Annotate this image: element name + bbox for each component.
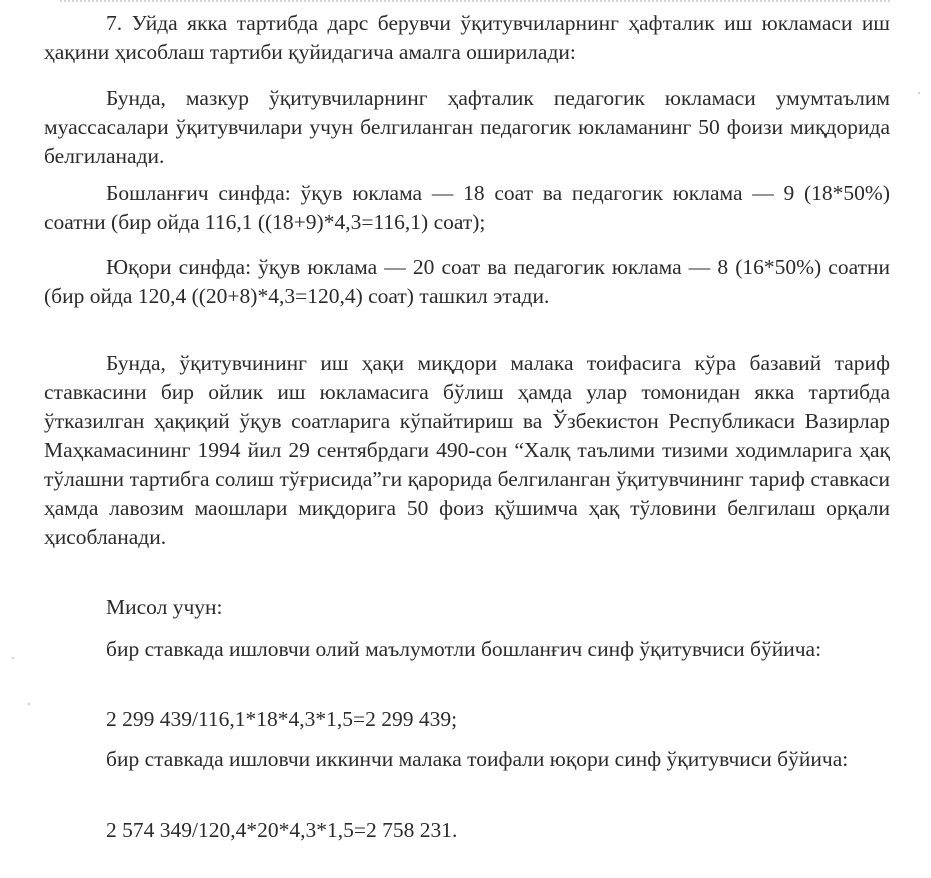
- paragraph-salary-calculation: Бунда, ўқитувчининг иш ҳақи миқдори малака тоифасига кўра базавий тариф ставкасини бир ойлик иш юкламасига бўлиш ҳамда улар томонидан якка тартибда ўтказилган ҳақиқий ўқув соатларига кўпайтириш ва Ўзбекистон Республикаси Вазирлар Маҳкамасининг 1994 йил 29 сентябрдаги 490-сон “Халқ таълими тизими ходимларига ҳақ тўлашни тартибга солиш тўғрисида”ги қарорида белгиланган ўқитувчининг тариф ставкаси ҳамда лавозим маошлари миқдорига 50 фоиз қўшимча ҳақ тўловини белгилаш орқали ҳисобланади.: [44, 351, 890, 549]
- example-1-label: бир ставкада ишловчи олий маълумотли бошланғич синф ўқитувчиси бўйича:: [106, 637, 822, 661]
- scan-speck: [28, 703, 30, 705]
- scan-speck: [12, 657, 14, 659]
- example-2-label: бир ставкада ишловчи иккинчи малака тоифали юқори синф ўқитувчиси бўйича:: [106, 747, 849, 771]
- paragraph-upper-grade-load: Юқори синфда: ўқув юклама — 20 соат ва педагогик юклама — 8 (16*50%) соатни (бир ойда 120,4 ((20+8)*4,3=120,4) соат) ташкил этади.: [44, 255, 890, 308]
- paragraph-teaching-load: Бунда, мазкур ўқитувчиларнинг ҳафталик педагогик юкламаси умумтаълим муассасалари ўқитувчилари учун белгиланган педагогик юкламанинг 50 фоизи миқдорида белгиланади.: [44, 86, 890, 168]
- paragraph-7-intro: 7. Уйда якка тартибда дарс берувчи ўқитувчиларнинг ҳафталик иш юкламаси иш ҳақини ҳисоблаш тартиби қуйидагича амалга оширилади:: [44, 11, 890, 64]
- example-2-formula: 2 574 349/120,4*20*4,3*1,5=2 758 231.: [106, 818, 458, 842]
- scan-speck: [918, 92, 920, 94]
- example-heading: Мисол учун:: [106, 595, 223, 619]
- example-1-formula: 2 299 439/116,1*18*4,3*1,5=2 299 439;: [106, 707, 458, 731]
- paragraph-primary-grade-load: Бошланғич синфда: ўқув юклама — 18 соат ва педагогик юклама — 9 (18*50%) соатни (бир ойда 116,1 ((18+9)*4,3=116,1) соат);: [44, 181, 890, 234]
- previous-page-text-cutoff: [60, 0, 890, 5]
